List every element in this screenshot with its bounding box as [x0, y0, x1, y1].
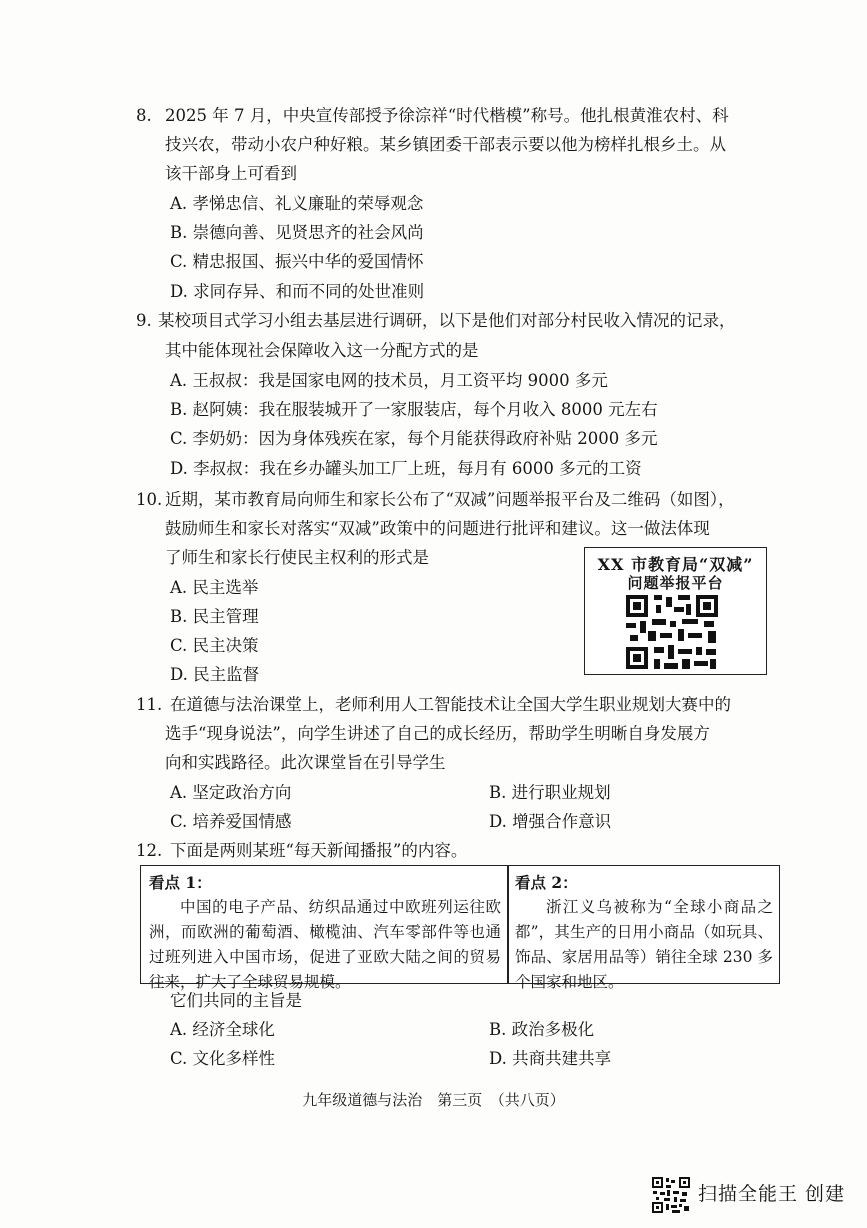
- watermark-label: 扫描全能王 创建: [698, 1183, 846, 1205]
- q9-option-b: B. 赵阿姨：我在服装城开了一家服装店，每个月收入 8000 元左右: [170, 400, 658, 419]
- news-item-1-head: 看点 1：: [149, 873, 212, 892]
- q9-option-a: A. 王叔叔：我是国家电网的技术员，月工资平均 9000 多元: [170, 371, 608, 390]
- q9-stem-line1: 某校项目式学习小组去基层进行调研，以下是他们对部分村民收入情况的记录，: [158, 311, 736, 330]
- q9-option-c: C. 李奶奶：因为身体残疾在家，每个月能获得政府补贴 2000 多元: [170, 429, 658, 448]
- q10-option-a: A. 民主选举: [170, 578, 259, 597]
- q8-stem-line1: 2025 年 7 月，中央宣传部授予徐淙祥“时代楷模”称号。他扎根黄淮农村、科: [165, 106, 729, 125]
- news-item-1-body: 中国的电子产品、纺织品通过中欧班列运往欧洲，而欧洲的葡萄酒、橄榄油、汽车零部件等也通过班列进入中国市场，促进了亚欧大陆之间的贸易往来，扩大了全球贸易规模。: [149, 898, 501, 991]
- qr-code-icon: [626, 595, 718, 669]
- q10-stem-line3: 了师生和家长行使民主权利的形式是: [165, 548, 429, 567]
- q11-option-c: C. 培养爱国情感: [170, 812, 292, 831]
- q8-stem-line2: 技兴农，带动小农户种好粮。某乡镇团委干部表示要以他为榜样扎根乡土。从: [165, 135, 726, 154]
- news-item-2-body: 浙江义乌被称为“全球小商品之都”，其生产的日用小商品（如玩具、饰品、家居用品等）销往全球 230 多个国家和地区。: [515, 898, 773, 991]
- q10-option-d: D. 民主监督: [170, 665, 260, 684]
- q11-option-b: B. 进行职业规划: [489, 783, 611, 802]
- figure-title: XX 市教育局“双减”: [597, 555, 754, 574]
- q10-option-c: C. 民主决策: [170, 636, 259, 655]
- q9-stem-line2: 其中能体现社会保障收入这一分配方式的是: [165, 341, 479, 360]
- q11-number: 11.: [136, 695, 163, 714]
- q10-number: 10.: [136, 490, 163, 509]
- q10-stem-line2: 鼓励师生和家长对落实“双减”政策中的问题进行批评和建议。这一做法体现: [165, 519, 710, 538]
- report-platform-figure: [584, 547, 767, 675]
- news-table: [140, 865, 780, 991]
- q12-option-a: A. 经济全球化: [170, 1020, 275, 1039]
- q10-option-b: B. 民主管理: [170, 607, 259, 626]
- news-item-2: [515, 870, 773, 995]
- q12-option-c: C. 文化多样性: [170, 1049, 276, 1068]
- q11-option-a: A. 坚定政治方向: [170, 783, 292, 802]
- watermark-qr-icon: [652, 1177, 690, 1213]
- q9-option-d: D. 李叔叔：我在乡办罐头加工厂上班，每月有 6000 多元的工资: [170, 459, 642, 478]
- q11-stem-line1: 在道德与法治课堂上，老师利用人工智能技术让全国大学生职业规划大赛中的: [170, 695, 731, 714]
- q12-stem: 下面是两则某班“每天新闻播报”的内容。: [170, 841, 468, 860]
- q8-option-c: C. 精忠报国、振兴中华的爱国情怀: [170, 252, 424, 271]
- q8-option-b: B. 崇德向善、见贤思齐的社会风尚: [170, 223, 424, 242]
- q11-option-d: D. 增强合作意识: [489, 812, 612, 831]
- q12-option-d: D. 共商共建共享: [489, 1049, 612, 1068]
- table-divider: [507, 866, 509, 983]
- q12-question: 它们共同的主旨是: [170, 991, 302, 1010]
- figure-subtitle: 问题举报平台: [627, 574, 724, 592]
- news-item-2-head: 看点 2：: [515, 873, 578, 892]
- q10-stem-line1: 近期，某市教育局向师生和家长公布了“双减”问题举报平台及二维码（如图），: [165, 490, 735, 509]
- q12-number: 12.: [136, 841, 163, 860]
- scanner-watermark: [652, 1175, 852, 1215]
- q12-option-b: B. 政治多极化: [489, 1020, 595, 1039]
- q8-number: 8.: [136, 106, 152, 125]
- page-footer: 九年级道德与法治 第三页 （共八页）: [302, 1091, 565, 1109]
- q8-option-d: D. 求同存异、和而不同的处世准则: [170, 282, 425, 301]
- news-item-1: [149, 870, 501, 995]
- q11-stem-line3: 向和实践路径。此次课堂旨在引导学生: [165, 753, 446, 772]
- q8-stem-line3: 该干部身上可看到: [165, 164, 297, 183]
- q8-option-a: A. 孝悌忠信、礼义廉耻的荣辱观念: [170, 194, 424, 213]
- q11-stem-line2: 选手“现身说法”，向学生讲述了自己的成长经历，帮助学生明晰自身发展方: [165, 724, 710, 743]
- q9-number: 9.: [136, 311, 152, 330]
